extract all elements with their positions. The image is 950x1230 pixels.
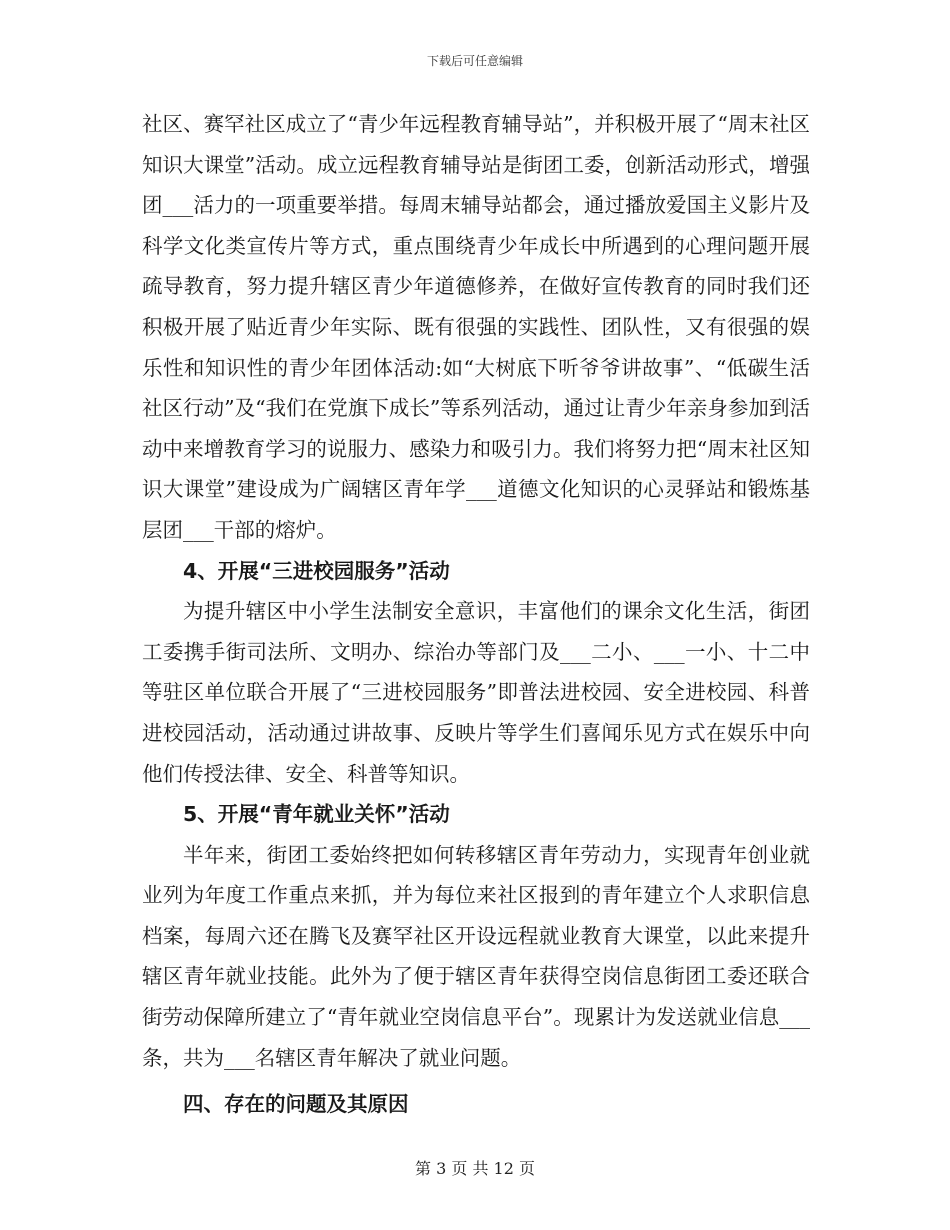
paragraph-campus-service: 为提升辖区中小学生法制安全意识，丰富他们的课余文化生活，街团工委携手街司法所、文明办、综治办等部门及___二小、___一小、十二中等驻区单位联合开展了“三进校园服务”即普法进校园、安全进校园、科普进校园活动，活动通过讲故事、反映片等学生们喜闻乐见方式在娱乐中向他们传授法律、安全、科普等知识。 bbox=[142, 599, 810, 786]
document-body bbox=[142, 104, 810, 1125]
paragraph-youth-employment: 半年来，街团工委始终把如何转移辖区青年劳动力，实现青年创业就业列为年度工作重点来抓，并为每位来社区报到的青年建立个人求职信息档案，每周六还在腾飞及赛罕社区开设远程就业教育大课堂，以此来提升辖区青年就业技能。此外为了便于辖区青年获得空岗信息街团工委还联合街劳动保障所建立了“青年就业空岗信息平台”。现累计为发送就业信息___条，共为___名辖区青年解决了就业问题。 bbox=[142, 842, 810, 1070]
page-footer: 第 3 页 共 12 页 bbox=[415, 1159, 535, 1178]
section-heading-campus-service: 4、开展“三进校园服务”活动 bbox=[183, 558, 450, 583]
paragraph-community-classroom: 社区、赛罕社区成立了“青少年远程教育辅导站”，并积极开展了“周末社区知识大课堂”活动。成立远程教育辅导站是街团工委，创新活动形式，增强团___活力的一项重要举措。每周末辅导站都会，通过播放爱国主义影片及科学文化类宣传片等方式，重点围绕青少年成长中所遇到的心理问题开展疏导教育，努力提升辖区青少年道德修养，在做好宣传教育的同时我们还积极开展了贴近青少年实际、既有很强的实践性、团队性，又有很强的娱乐性和知识性的青少年团体活动:如“大树底下听爷爷讲故事”、“低碳生活社区行动”及“我们在党旗下成长”等系列活动，通过让青少年亲身参加到活动中来增教育学习的说服力、感染力和吸引力。我们将努力把“周末社区知识大课堂”建设成为广阔辖区青年学___道德文化知识的心灵驿站和锻炼基层团___干部的熔炉。 bbox=[142, 112, 810, 542]
section-heading-problems: 四、存在的问题及其原因 bbox=[183, 1092, 409, 1117]
page-header: 下载后可任意编辑 bbox=[426, 54, 523, 68]
section-heading-youth-employment: 5、开展“青年就业关怀”活动 bbox=[183, 802, 450, 827]
